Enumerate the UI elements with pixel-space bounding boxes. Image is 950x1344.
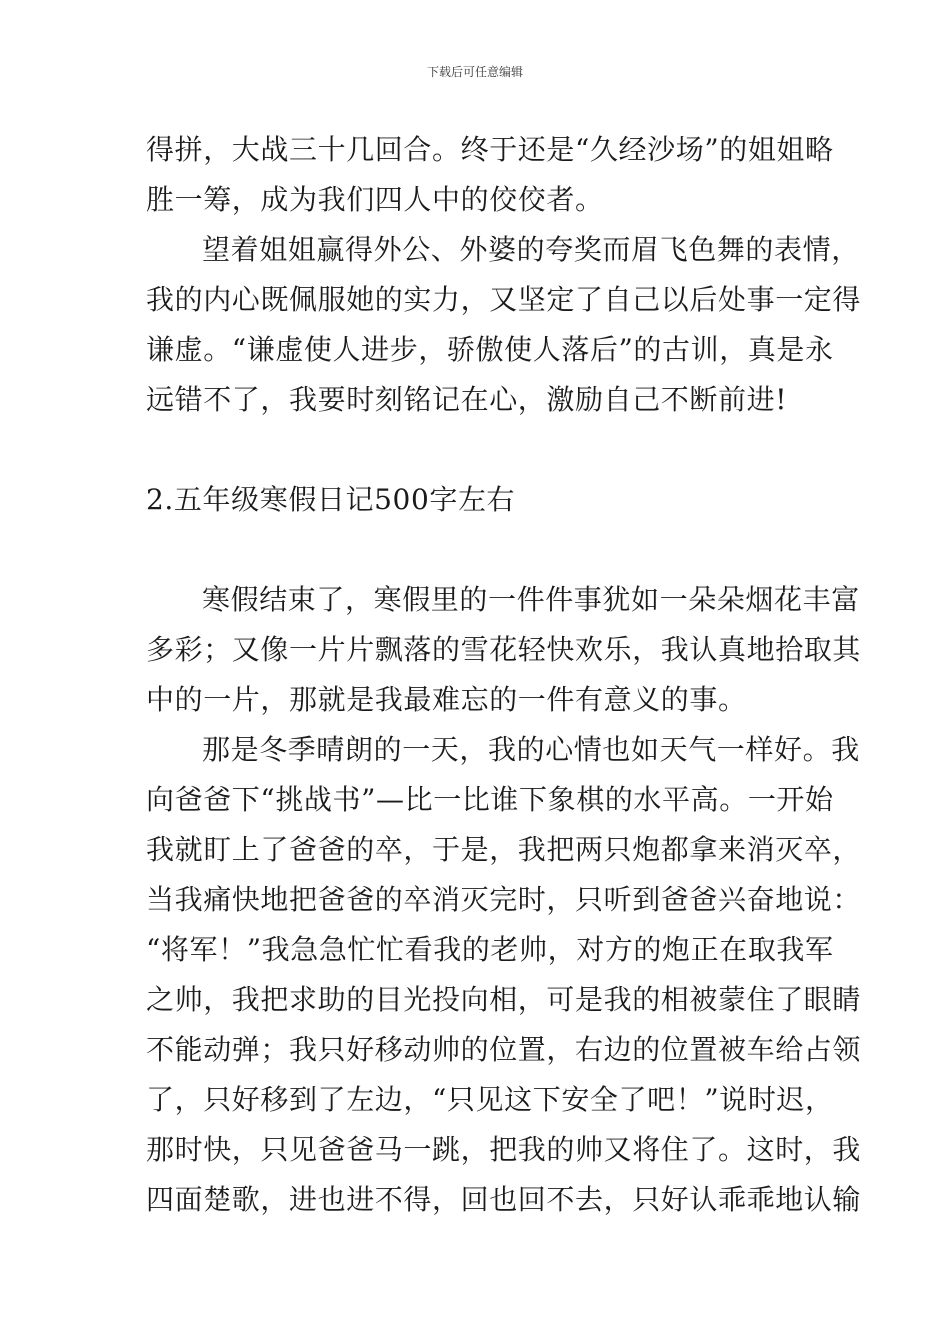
paragraph-line: 不能动弹；我只好移动帅的位置，右边的位置被车给占领 bbox=[146, 1033, 862, 1066]
paragraph-line: 之帅，我把求助的目光投向相，可是我的相被蒙住了眼睛 bbox=[146, 983, 862, 1016]
paragraph-line: 多彩；又像一片片飘落的雪花轻快欢乐，我认真地拾取其 bbox=[146, 633, 862, 666]
paragraph-line: 得拼，大战三十几回合。终于还是“久经沙场”的姐姐略 bbox=[146, 133, 834, 166]
paragraph-line: “将军！”我急急忙忙看我的老帅，对方的炮正在取我军 bbox=[146, 933, 834, 966]
paragraph-line: 寒假结束了，寒假里的一件件事犹如一朵朵烟花丰富 bbox=[202, 583, 860, 616]
section-heading: 2.五年级寒假日记500字左右 bbox=[146, 483, 516, 516]
paragraph-line: 我就盯上了爸爸的卒，于是，我把两只炮都拿来消灭卒， bbox=[146, 833, 862, 866]
page-header: 下载后可任意编辑 bbox=[426, 65, 523, 79]
paragraph-line: 远错不了，我要时刻铭记在心，激励自己不断前进! bbox=[146, 383, 788, 416]
paragraph-line: 四面楚歌，进也进不得，回也回不去，只好认乖乖地认输 bbox=[146, 1183, 862, 1216]
paragraph-line: 那是冬季晴朗的一天，我的心情也如天气一样好。我 bbox=[202, 733, 860, 766]
paragraph-line: 那时快，只见爸爸马一跳，把我的帅又将住了。这时，我 bbox=[146, 1133, 862, 1166]
paragraph-line: 胜一筹，成为我们四人中的佼佼者。 bbox=[146, 183, 604, 216]
paragraph-line: 我的内心既佩服她的实力，又坚定了自己以后处事一定得 bbox=[146, 283, 862, 316]
paragraph-line: 当我痛快地把爸爸的卒消灭完时，只听到爸爸兴奋地说： bbox=[146, 883, 862, 916]
paragraph-line: 谦虚。“谦虚使人进步，骄傲使人落后”的古训，真是永 bbox=[146, 333, 834, 366]
paragraph-line: 望着姐姐赢得外公、外婆的夸奖而眉飞色舞的表情， bbox=[202, 233, 860, 266]
paragraph-line: 向爸爸下“挑战书”—比一比谁下象棋的水平高。一开始 bbox=[146, 783, 834, 816]
paragraph-line: 中的一片，那就是我最难忘的一件有意义的事。 bbox=[146, 683, 747, 716]
paragraph-line: 了，只好移到了左边，“只见这下安全了吧！”说时迟， bbox=[146, 1083, 834, 1116]
